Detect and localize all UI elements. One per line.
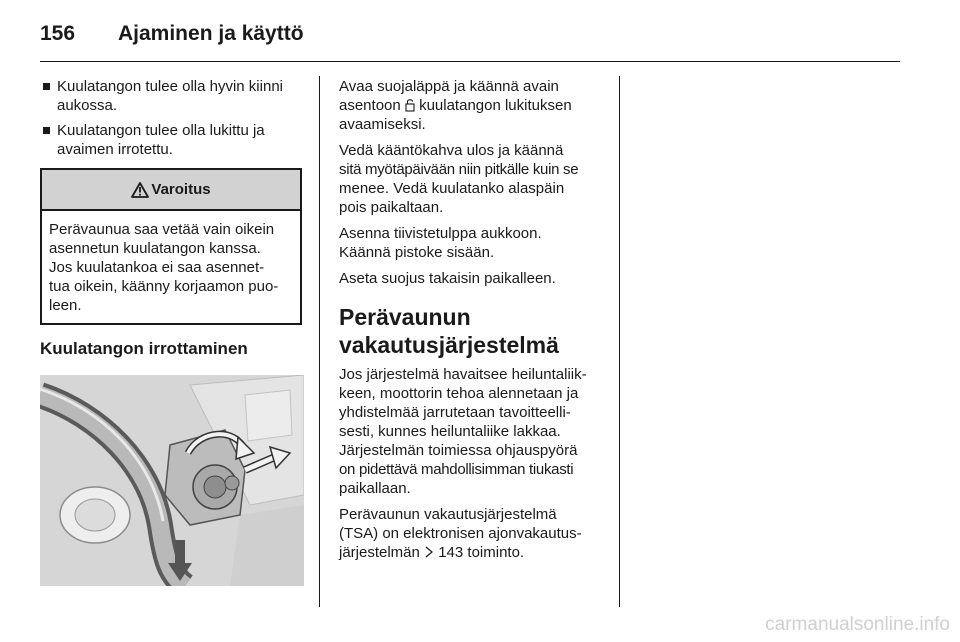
text-line: Asenna tiivistetulppa aukkoon. <box>339 225 542 242</box>
right-column <box>339 77 609 569</box>
instruction-paragraph: Aseta suojus takaisin paikalleen. <box>339 270 556 287</box>
title-line: Perävaunun <box>339 304 471 330</box>
title-line: vakautusjärjestelmä <box>339 332 559 358</box>
towbar-drawing <box>40 375 304 586</box>
instruction-paragraph <box>339 141 609 217</box>
page-reference-arrow-icon <box>424 546 434 558</box>
text-line: on pidettävä mahdollisimman tiukasti <box>339 461 574 478</box>
description-paragraph <box>339 505 609 562</box>
text-line: Vedä kääntökahva ulos ja käännä <box>339 142 564 159</box>
header-rule <box>40 61 900 62</box>
warning-line: Jos kuulatankoa ei saa asennet- <box>49 259 265 276</box>
warning-line: asennetun kuulatangon kanssa. <box>49 240 261 257</box>
towbar-removal-illustration <box>40 375 304 586</box>
chapter-title: Ajaminen ja käyttö <box>118 22 304 45</box>
left-column <box>40 77 304 586</box>
text-line: sitä myötäpäivään niin pitkälle kuin se <box>339 161 579 178</box>
instruction-text: Avaa suojaläppä ja käännä avain asentoon <box>339 78 559 114</box>
bullet-text: Kuulatangon tulee olla hyvin kiinni aukossa. <box>57 78 283 114</box>
text-line: Järjestelmän toimiessa ohjauspyörä <box>339 442 578 459</box>
column-divider-left <box>319 76 320 607</box>
bullet-item <box>40 77 304 115</box>
page-number: 156 <box>40 22 76 45</box>
text-line <box>339 543 609 562</box>
text-line: yhdistelmää jarrutetaan tavoitteelli- <box>339 404 571 421</box>
bullet-text: Kuulatangon tulee olla lukittu ja avaimen irrotettu. <box>57 122 265 158</box>
warning-body <box>42 211 300 323</box>
instruction-paragraph <box>339 77 609 134</box>
warning-line: leen. <box>49 297 82 314</box>
subheading: Kuulatangon irrottaminen <box>40 339 248 358</box>
instruction-text: kuulatangon lukituksen avaamiseksi. <box>339 97 572 133</box>
text-line: keen, moottorin tehoa alennetaan ja <box>339 385 579 402</box>
section-title <box>339 303 609 359</box>
warning-triangle-icon <box>131 182 149 198</box>
watermark-text: carmanualsonline.info <box>765 614 950 635</box>
page-header <box>40 10 900 58</box>
description-paragraph <box>339 365 609 498</box>
square-bullet-icon <box>43 127 50 134</box>
bullet-item <box>40 121 304 159</box>
unlock-icon <box>405 98 415 112</box>
text-line: Käännä pistoke sisään. <box>339 244 495 261</box>
square-bullet-icon <box>43 83 50 90</box>
instruction-paragraph <box>339 224 609 262</box>
text-line: Perävaunun vakautusjärjestelmä <box>339 506 557 523</box>
text-line: menee. Vedä kuulatanko alaspäin <box>339 180 565 197</box>
warning-line: Perävaunua saa vetää vain oikein <box>49 221 275 238</box>
text-line: Jos järjestelmä havaitsee heiluntaliik- <box>339 366 587 383</box>
warning-box <box>40 168 302 325</box>
text-line: (TSA) on elektronisen ajonvakautus- <box>339 525 582 542</box>
text-line: sesti, kunnes heiluntaliike lakkaa. <box>339 423 561 440</box>
bullet-list <box>40 77 304 159</box>
text-line: pois paikaltaan. <box>339 199 444 216</box>
warning-title: Varoitus <box>151 181 211 198</box>
text-line: paikallaan. <box>339 480 411 497</box>
warning-header <box>42 170 300 211</box>
column-divider-right <box>619 76 620 607</box>
warning-line: tua oikein, käänny korjaamon puo- <box>49 278 279 295</box>
page-reference-link[interactable]: 143 toiminto. <box>434 544 525 561</box>
text-fragment: järjestelmän <box>339 544 420 561</box>
